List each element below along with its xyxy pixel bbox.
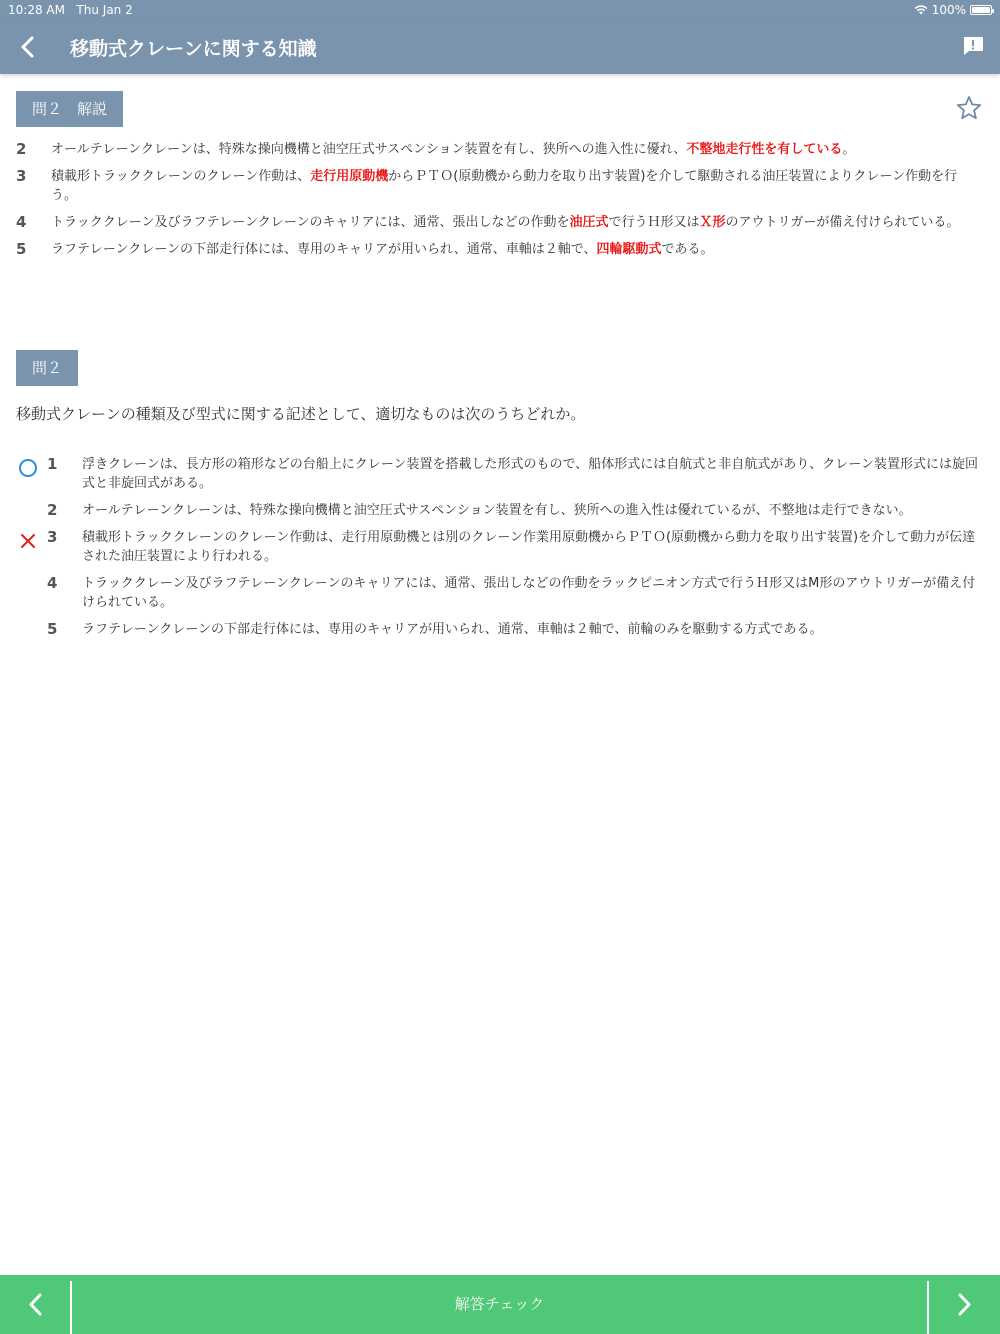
explanation-text: のアウトリガーが備え付けられている。 [725,215,960,230]
choice-item[interactable] [0,574,1000,612]
choice-item[interactable] [0,455,1000,493]
choice-item[interactable] [0,620,1000,639]
choice-text: ラフテレーンクレーンの下部走行体には、専用のキャリアが用いられ、通常、車軸は２軸で、前輪のみを駆動する方式である。 [82,622,823,637]
choice-text: トラッククレーン及びラフテレーンクレーンのキャリアには、通常、張出しなどの作動をラックピニオン方式で行うＨ形又はM形のアウトリガーが備え付けられている。 [82,576,976,610]
question-label: 問２ [16,350,78,386]
explanation-item-number: 3 [16,167,27,185]
explanation-item [0,213,1000,232]
choice-number: 3 [47,528,58,546]
nav-bar [0,20,1000,74]
correct-circle-icon [18,458,38,478]
answer-check-button[interactable]: 解答チェック [454,1295,545,1313]
highlight-text: 油圧式 [569,215,609,230]
choice-number: 2 [47,501,58,519]
explanation-item-number: 4 [16,213,27,231]
explanation-text: 。 [842,142,856,157]
explanation-list [0,140,1000,267]
explanation-item [0,140,1000,159]
choice-text: 浮きクレーンは、長方形の箱形などの台船上にクレーン装置を搭載した形式のもので、船体形式には自航式と非自航式があり、クレーン装置形式には旋回式と非旋回式がある。 [82,457,978,491]
explanation-text: オールテレーンクレーンは、特殊な操向機構と油空圧式サスペンション装置を有し、狭所への進入性に優れ、 [51,142,687,157]
battery-percent: 100% [931,3,966,17]
page-title: 移動式クレーンに関する知識 [70,38,317,60]
bottom-bar [0,1275,1000,1334]
explanation-item-number: 5 [16,240,27,258]
explanation-item [0,167,1000,205]
choice-text: オールテレーンクレーンは、特殊な操向機構と油空圧式サスペンション装置を有し、狭所への進入性は優れているが、不整地は走行できない。 [82,503,912,518]
status-bar [0,0,1000,20]
next-button[interactable] [930,1275,1000,1334]
explanation-label: 問２ 解説 [16,91,123,127]
choice-number: 4 [47,574,58,592]
explanation-text: トラッククレーン及びラフテレーンクレーンのキャリアには、通常、張出しなどの作動を [51,215,570,230]
question-text: 移動式クレーンの種類及び型式に関する記述として、適切なものは次のうちどれか。 [16,405,586,423]
explanation-text: で行うＨ形又は [608,215,700,230]
star-icon[interactable] [956,95,982,121]
choice-item[interactable] [0,501,1000,520]
status-right [914,3,992,17]
report-icon[interactable] [962,36,984,56]
explanation-item [0,240,1000,259]
highlight-text: Ｘ形 [699,215,726,230]
prev-button[interactable] [0,1275,70,1334]
wifi-icon [914,5,928,15]
explanation-item-number: 2 [16,140,27,158]
choice-number: 5 [47,620,58,638]
choice-item[interactable] [0,528,1000,566]
wrong-cross-icon [18,531,38,551]
highlight-text: 四輪駆動式 [596,242,662,257]
highlight-text: 不整地走行性を有している [686,142,843,157]
choice-text: 積載形トラッククレーンのクレーン作動は、走行用原動機とは別のクレーン作業用原動機からＰＴＯ(原動機から動力を取り出す装置)を介して動力が伝達された油圧装置により行われる。 [82,530,976,564]
explanation-text: 積載形トラッククレーンのクレーン作動は、 [51,169,311,184]
chevron-left-icon[interactable] [14,33,42,61]
explanation-text: ラフテレーンクレーンの下部走行体には、専用のキャリアが用いられ、通常、車軸は２軸で、 [51,242,597,257]
battery-icon [970,5,992,15]
explanation-text: である。 [661,242,714,257]
divider [927,1281,929,1334]
highlight-text: 走行用原動機 [310,169,389,184]
choice-number: 1 [47,455,58,473]
status-time: 10:28 AM Thu Jan 2 [8,3,133,17]
choice-list [0,455,1000,647]
explanation-text: からＰＴＯ(原動機から動力を取り出す装置)を介して駆動される油圧装置によりクレーン作動を行う。 [51,169,958,203]
